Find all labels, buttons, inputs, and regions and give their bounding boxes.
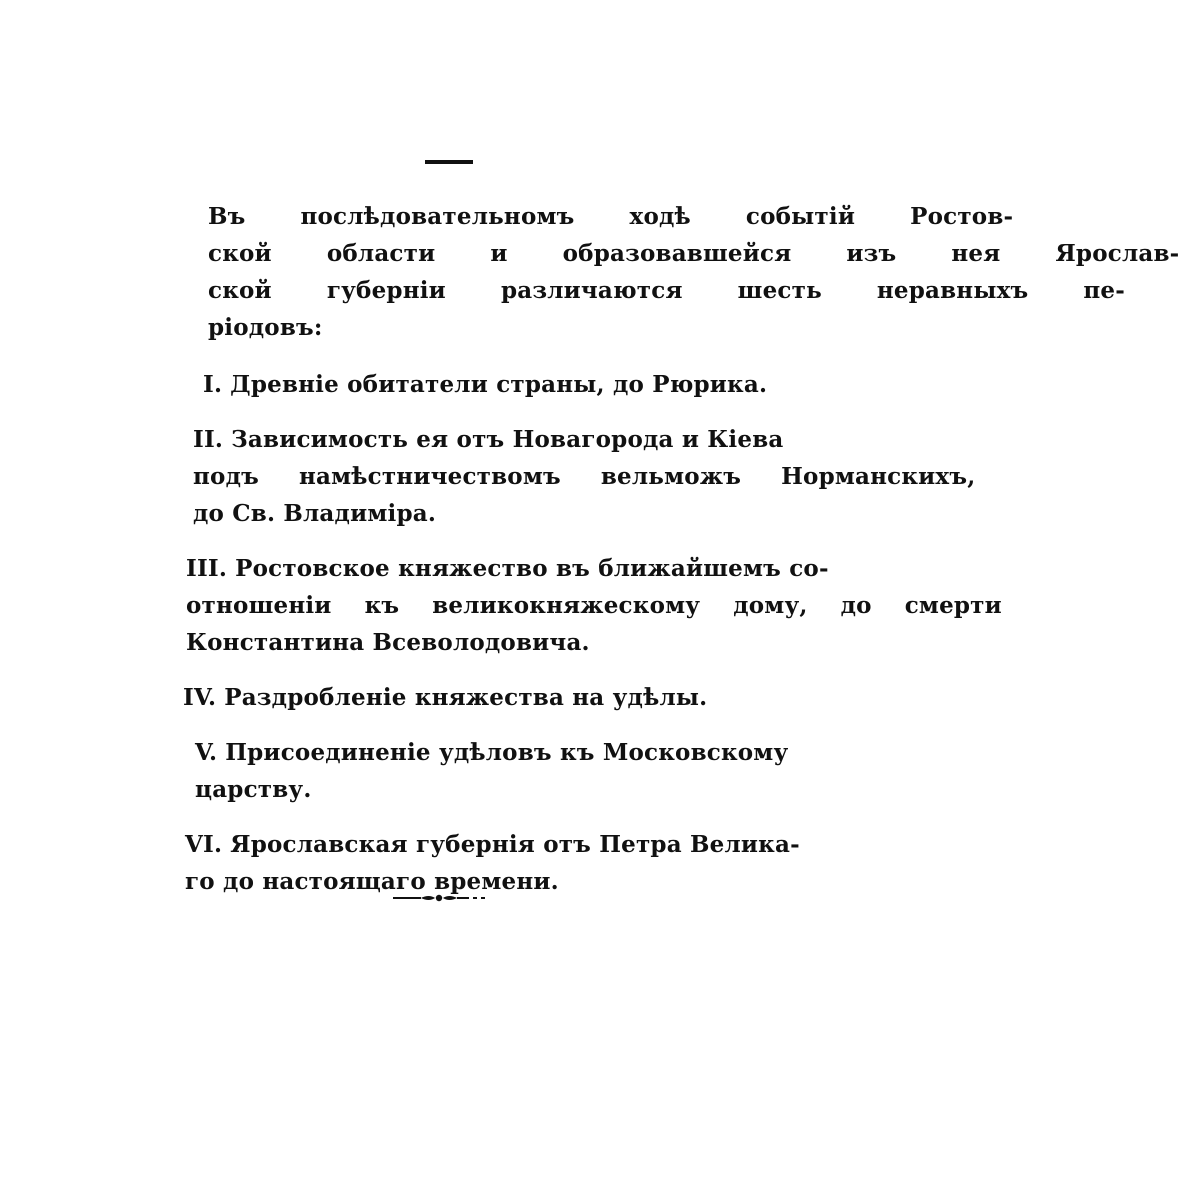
- period-text: Ростовское княжество въ ближайшемъ со-: [235, 555, 829, 582]
- intro-line: [153, 272, 1125, 309]
- period-numeral: I.: [203, 371, 223, 398]
- period-4: [153, 679, 736, 716]
- word: ской: [208, 240, 272, 267]
- period-line: [153, 734, 789, 771]
- word: дому,: [733, 592, 808, 619]
- word: событій: [745, 203, 856, 230]
- word: нея: [951, 240, 1001, 267]
- word: пе-: [1083, 277, 1125, 304]
- intro-line: [153, 198, 1014, 235]
- period-line: [153, 421, 784, 458]
- header-rule: [425, 160, 473, 164]
- word: Въ: [208, 203, 246, 230]
- word: ской: [208, 277, 272, 304]
- period-line: [153, 550, 829, 587]
- word: отношеніи: [186, 592, 332, 619]
- period-text: Ярославская губернія отъ Петра Велика-: [230, 831, 800, 858]
- word: смерти: [904, 592, 1002, 619]
- word: и: [490, 240, 508, 267]
- period-line: го до настоящаго времени.: [185, 868, 559, 895]
- period-numeral: VI.: [185, 831, 223, 858]
- word: великокняжескому: [432, 592, 701, 619]
- period-5: [153, 734, 789, 808]
- period-line: [153, 679, 736, 716]
- period-numeral: III.: [186, 555, 228, 582]
- period-numeral: II.: [193, 426, 224, 453]
- word: области: [326, 240, 436, 267]
- word: намѣстничествомъ: [298, 463, 561, 490]
- period-line: [153, 826, 800, 863]
- period-text: Раздробленіе княжества на удѣлы.: [224, 684, 708, 711]
- period-text: Присоединеніе удѣловъ къ Московскому: [225, 739, 789, 766]
- word: образовавшейся: [562, 240, 792, 267]
- word: изъ: [846, 240, 897, 267]
- period-3: [153, 550, 1002, 661]
- word: подъ: [193, 463, 259, 490]
- word: Ярослав-: [1055, 240, 1179, 267]
- word: Норманскихъ,: [781, 463, 976, 490]
- page-text: [153, 198, 1179, 918]
- tailpiece-ornament-icon: [393, 892, 489, 904]
- word: неравныхъ: [876, 277, 1029, 304]
- word: шесть: [737, 277, 822, 304]
- period-1: [153, 366, 768, 403]
- period-line: до Св. Владиміра.: [193, 500, 437, 527]
- word: различаются: [500, 277, 683, 304]
- intro-paragraph: [153, 198, 1179, 346]
- word: Ростов-: [910, 203, 1014, 230]
- period-line: [153, 458, 976, 495]
- period-line: [153, 366, 768, 403]
- intro-line: ріодовъ:: [208, 314, 323, 341]
- word: къ: [364, 592, 400, 619]
- period-line: Константина Всеволодовича.: [186, 629, 590, 656]
- period-text: Древніе обитатели страны, до Рюрика.: [230, 371, 768, 398]
- word: губерніи: [326, 277, 446, 304]
- period-6: [153, 826, 800, 900]
- period-numeral: V.: [195, 739, 218, 766]
- period-numeral: IV.: [183, 684, 217, 711]
- word: послѣдовательномъ: [300, 203, 575, 230]
- period-line: царству.: [195, 776, 312, 803]
- period-2: [153, 421, 976, 532]
- word: до: [840, 592, 872, 619]
- word: вельможъ: [600, 463, 742, 490]
- period-text: Зависимость ея отъ Новагорода и Кіева: [231, 426, 784, 453]
- word: ходѣ: [629, 203, 691, 230]
- intro-line: [153, 235, 1179, 272]
- period-line: [153, 587, 1002, 624]
